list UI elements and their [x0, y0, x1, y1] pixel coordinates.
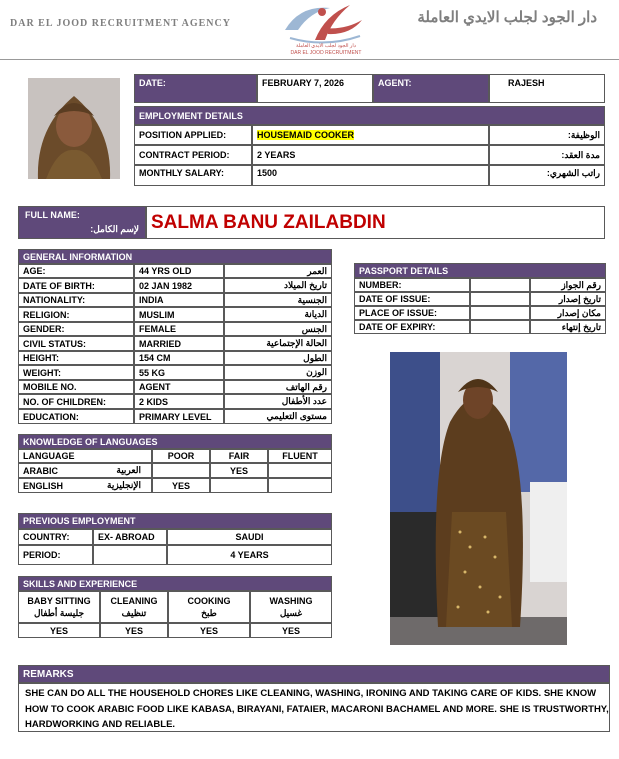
language-header: FAIR	[210, 449, 268, 463]
position-label: POSITION APPLIED:	[134, 125, 252, 145]
date-value: FEBRUARY 7, 2026	[257, 74, 373, 103]
language-name-ar: الإنجليزية	[107, 480, 141, 490]
header-divider	[0, 59, 619, 60]
passport-row-label: PLACE OF ISSUE:	[354, 306, 470, 320]
general-row-label: HEIGHT:	[18, 351, 134, 365]
languages-title: KNOWLEDGE OF LANGUAGES	[18, 434, 332, 449]
general-row-ar: عدد الأطفال	[224, 394, 332, 409]
passport-title: PASSPORT DETAILS	[354, 263, 606, 278]
general-row-ar: الحالة الإجتماعية	[224, 336, 332, 351]
general-row-value: FEMALE	[134, 322, 224, 336]
passport-row-ar: مكان إصدار	[530, 306, 606, 320]
language-name: ENGLISH	[23, 480, 64, 491]
general-row-value: 2 KIDS	[134, 394, 224, 409]
general-row-ar: مستوى التعليمي	[224, 409, 332, 424]
employment-title: EMPLOYMENT DETAILS	[134, 106, 605, 125]
agent-value: RAJESH	[489, 74, 605, 103]
skill-name: COOKING	[187, 596, 231, 606]
general-row-label: CIVIL STATUS:	[18, 336, 134, 351]
general-row-label: NO. OF CHILDREN:	[18, 394, 134, 409]
general-row-ar: الطول	[224, 351, 332, 365]
remarks-title: REMARKS	[18, 665, 610, 683]
general-row-value: 02 JAN 1982	[134, 278, 224, 293]
language-name-ar: العربية	[116, 465, 141, 475]
passport-row-ar: تاريخ إنتهاء	[530, 320, 606, 334]
salary-ar: راتب الشهري:	[489, 165, 605, 186]
skills-title: SKILLS AND EXPERIENCE	[18, 576, 332, 591]
skill-name: WASHING	[269, 596, 313, 606]
language-name: ARABIC	[23, 465, 58, 476]
agency-name-en: DAR EL JOOD RECRUITMENT AGENCY	[10, 18, 231, 29]
general-row-ar: رقم الهاتف	[224, 380, 332, 394]
general-row-label: EDUCATION:	[18, 409, 134, 424]
general-row-ar: الجنسية	[224, 293, 332, 307]
skill-name-ar: طبخ	[201, 608, 217, 618]
skill-name: CLEANING	[110, 596, 158, 606]
candidate-photo-full	[390, 352, 567, 645]
general-row-ar: تاريخ الميلاد	[224, 278, 332, 293]
skill-header	[168, 591, 250, 623]
language-row-name-cell	[18, 478, 152, 493]
general-row-ar: العمر	[224, 264, 332, 278]
skill-value: YES	[250, 623, 332, 638]
general-row-label: WEIGHT:	[18, 365, 134, 380]
contract-value: 2 YEARS	[252, 145, 489, 165]
language-fair	[210, 478, 268, 493]
language-fair: YES	[210, 463, 268, 478]
general-row-value: INDIA	[134, 293, 224, 307]
language-poor: YES	[152, 478, 210, 493]
skill-value: YES	[18, 623, 100, 638]
previous-title: PREVIOUS EMPLOYMENT	[18, 513, 332, 529]
general-title: GENERAL INFORMATION	[18, 249, 332, 264]
period-label: PERIOD:	[18, 545, 93, 565]
period-blank	[93, 545, 167, 565]
passport-row-label: DATE OF ISSUE:	[354, 292, 470, 306]
country-type: EX- ABROAD	[93, 529, 167, 545]
skill-name-ar: جليسة أطفال	[33, 608, 85, 618]
skill-value: YES	[100, 623, 168, 638]
country-label: COUNTRY:	[18, 529, 93, 545]
general-row-label: RELIGION:	[18, 307, 134, 322]
general-row-value: 154 CM	[134, 351, 224, 365]
logo-text-ar: دار الجود لجلب الايدي العاملة	[296, 43, 356, 49]
language-fluent	[268, 478, 332, 493]
language-poor	[152, 463, 210, 478]
agent-label: AGENT:	[373, 74, 489, 103]
full-name-label: FULL NAME:	[25, 210, 80, 220]
general-row-ar: الديانة	[224, 307, 332, 322]
general-row-value: PRIMARY LEVEL	[134, 409, 224, 424]
general-row-label: DATE OF BIRTH:	[18, 278, 134, 293]
remarks-text: SHE CAN DO ALL THE HOUSEHOLD CHORES LIKE CLEANING, WASHING, IRONING AND TAKING CARE OF KIDS. SHE KNOW HOW TO COOK ARABIC FOOD LIKE KABASA, BIRAYANI, FATAIER, MACARONI BACHAMEL AND MORE. SHE IS TRUSTWORTHY, HARDWORKING AND RELIABLE.	[25, 688, 609, 730]
position-ar: الوظيفة:	[489, 125, 605, 145]
general-row-value: 44 YRS OLD	[134, 264, 224, 278]
passport-row-value	[470, 278, 530, 292]
passport-row-value	[470, 292, 530, 306]
full-name-label-ar: لإسم الكامل:	[90, 224, 139, 234]
passport-row-label: NUMBER:	[354, 278, 470, 292]
salary-value: 1500	[252, 165, 489, 186]
passport-row-value	[470, 306, 530, 320]
skill-name: BABY SITTING	[27, 596, 91, 606]
full-name-value-box	[146, 206, 605, 239]
general-row-value: AGENT	[134, 380, 224, 394]
position-value: HOUSEMAID COOKER	[257, 130, 355, 140]
general-row-label: NATIONALITY:	[18, 293, 134, 307]
full-name-label-box	[18, 206, 146, 239]
general-row-ar: الجنس	[224, 322, 332, 336]
skill-name-ar: تنظيف	[121, 608, 147, 618]
general-row-value: 55 KG	[134, 365, 224, 380]
date-label: DATE:	[134, 74, 257, 103]
general-row-ar: الوزن	[224, 365, 332, 380]
general-row-label: AGE:	[18, 264, 134, 278]
contract-ar: مدة العقد:	[489, 145, 605, 165]
passport-row-ar: رقم الجواز	[530, 278, 606, 292]
full-name-value: SALMA BANU ZAILABDIN	[151, 211, 386, 233]
position-value-cell	[252, 125, 489, 145]
language-row-name-cell	[18, 463, 152, 478]
country-value: SAUDI	[167, 529, 332, 545]
skill-value: YES	[168, 623, 250, 638]
passport-row-ar: تاريخ إصدار	[530, 292, 606, 306]
salary-label: MONTHLY SALARY:	[134, 165, 252, 186]
general-row-value: MARRIED	[134, 336, 224, 351]
candidate-photo-small	[28, 78, 120, 179]
logo-text-en: DAR EL JOOD RECRUITMENT	[290, 50, 362, 56]
passport-row-value	[470, 320, 530, 334]
language-header: LANGUAGE	[18, 449, 152, 463]
skill-header	[250, 591, 332, 623]
language-header: POOR	[152, 449, 210, 463]
skill-header	[18, 591, 100, 623]
general-row-label: GENDER:	[18, 322, 134, 336]
contract-label: CONTRACT PERIOD:	[134, 145, 252, 165]
skill-header	[100, 591, 168, 623]
language-header: FLUENT	[268, 449, 332, 463]
general-row-label: MOBILE NO.	[18, 380, 134, 394]
agency-name-ar: دار الجود لجلب الايدي العاملة	[417, 9, 597, 26]
skill-name-ar: غسيل	[279, 608, 303, 618]
period-value: 4 YEARS	[167, 545, 332, 565]
general-row-value: MUSLIM	[134, 307, 224, 322]
passport-row-label: DATE OF EXPIRY:	[354, 320, 470, 334]
language-fluent	[268, 463, 332, 478]
